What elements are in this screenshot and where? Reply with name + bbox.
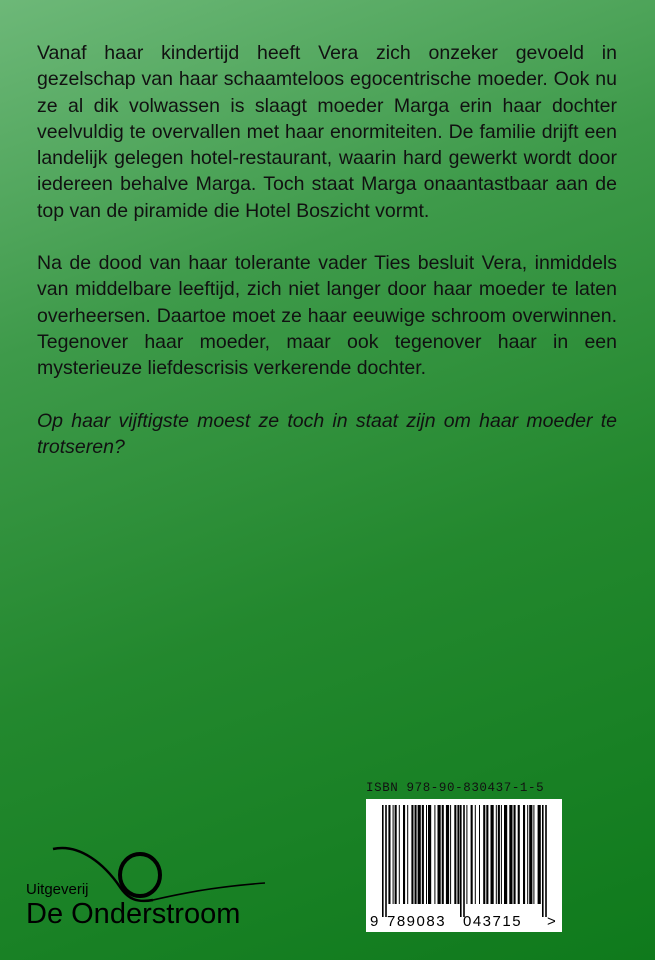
publisher-name: De Onderstroom — [26, 898, 241, 930]
blurb-paragraph-1: Vanaf haar kindertijd heeft Vera zich onzeker gevoeld in gezelschap van haar schaamteloos egocentrische moeder. Ook nu ze al dik volwassen is slaagt moeder Marga erin haar dochter veelvuldig te overvallen met haar enormiteiten. De familie drijft een landelijk gelegen hotel-restaurant, waarin hard gewerkt wordt door iedereen behalve Marga. Toch staat Marga onaantastbaar aan de top van de piramide die Hotel Boszicht vormt. — [37, 42, 617, 222]
publisher-label: Uitgeverij — [26, 881, 89, 898]
isbn-barcode-block — [366, 781, 566, 932]
barcode — [366, 799, 562, 932]
back-cover-blurb — [37, 40, 617, 486]
barcode-left-digits: 789083 — [387, 913, 447, 930]
blurb-paragraph-2: Na de dood van haar tolerante vader Ties besluit Vera, inmiddels van middelbare leeftijd, zich niet langer door haar moeder te laten overheersen. Daartoe moet ze haar eeuwige schroom overwinnen. Tegenover haar moeder, maar ook tegenover haar in een mysterieuze liefdescrisis verkerende dochter. — [37, 252, 617, 380]
blurb-tagline: Op haar vijftigste moest ze toch in staat zijn om haar moeder te trotseren? — [37, 409, 617, 458]
barcode-digits — [366, 799, 562, 932]
isbn-label: ISBN 978-90-830437-1-5 — [366, 781, 545, 795]
barcode-first-digit: 9 — [370, 913, 379, 930]
barcode-right-digits: 043715 — [463, 913, 523, 930]
publisher-logo — [25, 845, 275, 935]
barcode-arrow: > — [547, 913, 556, 930]
